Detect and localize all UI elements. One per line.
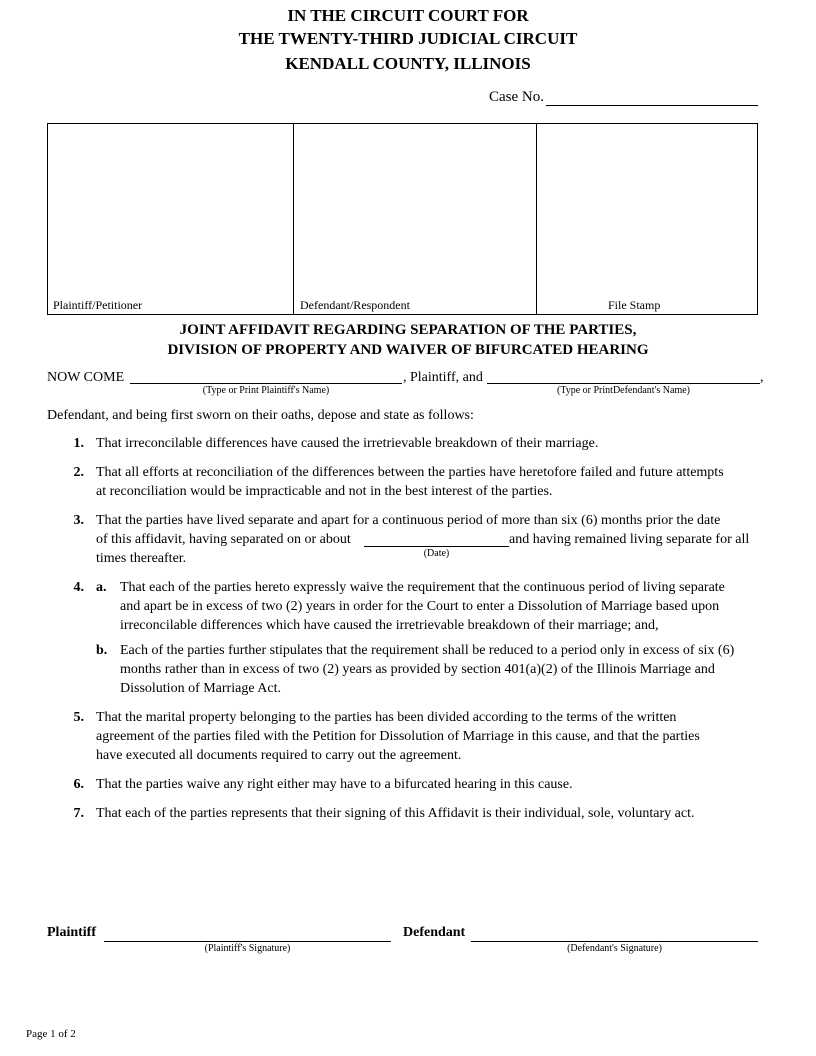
plaintiff-signature-hint: (Plaintiff's Signature) xyxy=(204,943,291,954)
item-4a-text-line2: and apart be in excess of two (2) years in order for the Court to enter a Dissolution of Marriage based upon xyxy=(120,599,720,614)
plaintiff-signature-field[interactable] xyxy=(104,941,391,942)
item-4a-label: a. xyxy=(96,580,107,595)
item-4b-text-line2: months rather than in excess of two (2) years as provided by section 401(a)(2) of the Illinois Marriage and xyxy=(120,662,715,677)
now-come-prefix: NOW COME xyxy=(47,370,125,385)
item-4b-label: b. xyxy=(96,643,108,658)
court-header-line3: KENDALL COUNTY, ILLINOIS xyxy=(285,54,531,73)
item-3-text-line2-pre: of this affidavit, having separated on or about xyxy=(96,532,351,547)
item-number: 6. xyxy=(73,777,84,792)
item-3-text-line3: times thereafter. xyxy=(96,551,187,566)
item-number: 2. xyxy=(73,465,84,480)
document-title-line2: DIVISION OF PROPERTY AND WAIVER OF BIFURCATED HEARING xyxy=(167,342,649,358)
item-4a-text-line3: irreconcilable differences which have caused the irretrievable breakdown of their marriage; and, xyxy=(120,618,659,633)
case-no-field[interactable] xyxy=(546,105,758,106)
separation-date-field[interactable] xyxy=(364,546,509,547)
court-header-line1: IN THE CIRCUIT COURT FOR xyxy=(287,6,529,25)
caption-box xyxy=(47,123,758,315)
item-7-text: That each of the parties represents that their signing of this Affidavit is their individual, sole, voluntary act. xyxy=(96,806,695,821)
court-header-line2: THE TWENTY-THIRD JUDICIAL CIRCUIT xyxy=(238,29,578,48)
file-stamp-label: File Stamp xyxy=(608,298,661,312)
item-2-text-line2: at reconciliation would be impracticable and not in the best interest of the parties. xyxy=(96,484,553,499)
item-2-text-line1: That all efforts at reconciliation of the differences between the parties have heretofore failed and future attempts xyxy=(96,465,724,480)
item-number: 7. xyxy=(73,806,84,821)
caption-divider xyxy=(293,124,294,314)
plaintiff-petitioner-label: Plaintiff/Petitioner xyxy=(53,298,143,312)
item-4b-text-line3: Dissolution of Marriage Act. xyxy=(120,681,281,696)
item-1-text: That irreconcilable differences have caused the irretrievable breakdown of their marriage. xyxy=(96,436,599,451)
defendant-signature-label: Defendant xyxy=(403,925,466,940)
defendant-respondent-label: Defendant/Respondent xyxy=(300,298,410,312)
intro-text: Defendant, and being first sworn on their oaths, depose and state as follows: xyxy=(47,408,474,423)
plaintiff-name-hint: (Type or Print Plaintiff's Name) xyxy=(202,385,330,396)
plaintiff-name-field[interactable] xyxy=(130,383,402,384)
date-hint: (Date) xyxy=(423,548,450,559)
item-number: 4. xyxy=(73,580,84,595)
item-6-text: That the parties waive any right either may have to a bifurcated hearing in this cause. xyxy=(96,777,573,792)
item-number: 1. xyxy=(73,436,84,451)
defendant-name-hint: (Type or PrintDefendant's Name) xyxy=(556,385,690,396)
item-3-text-line2-post: and having remained living separate for all xyxy=(509,532,750,547)
defendant-signature-hint: (Defendant's Signature) xyxy=(567,943,662,954)
item-5-text-line3: have executed all documents required to carry out the agreement. xyxy=(96,748,462,763)
page-number: Page 1 of 2 xyxy=(26,1028,76,1040)
item-number: 3. xyxy=(73,513,84,528)
now-come-middle: , Plaintiff, and xyxy=(403,370,483,385)
caption-divider xyxy=(536,124,537,314)
item-3-text-line1: That the parties have lived separate and apart for a continuous period of more than six (6) months prior the date xyxy=(96,513,721,528)
item-number: 5. xyxy=(73,710,84,725)
item-4a-text-line1: That each of the parties hereto expressly waive the requirement that the continuous period of living separate xyxy=(120,580,725,595)
item-4b-text-line1: Each of the parties further stipulates that the requirement shall be reduced to a period only in excess of six (6) xyxy=(120,643,735,658)
defendant-name-field[interactable] xyxy=(487,383,760,384)
plaintiff-signature-label: Plaintiff xyxy=(47,925,96,940)
case-no-label: Case No. xyxy=(489,89,544,105)
item-5-text-line1: That the marital property belonging to the parties has been divided according to the terms of the written xyxy=(96,710,677,725)
item-5-text-line2: agreement of the parties filed with the Petition for Dissolution of Marriage in this cause, and that the parties xyxy=(96,729,700,744)
now-come-suffix: , xyxy=(760,370,764,385)
document-title-line1: JOINT AFFIDAVIT REGARDING SEPARATION OF THE PARTIES, xyxy=(179,322,637,338)
defendant-signature-field[interactable] xyxy=(471,941,758,942)
